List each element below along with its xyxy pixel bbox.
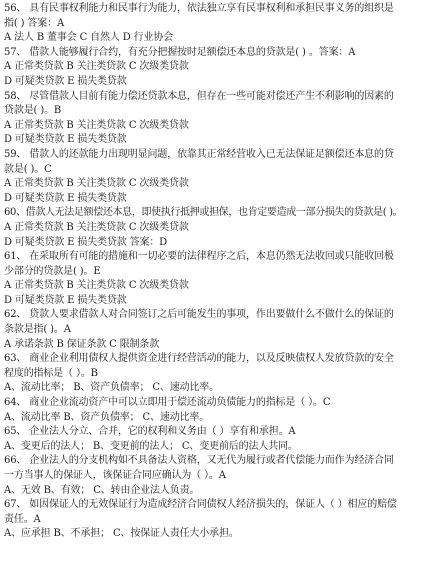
text-line: A 正常类贷款 B 关注类贷款 C 次级类贷款: [4, 61, 189, 73]
text-line: 责任。A: [4, 513, 41, 525]
text-line: D 可疑类贷款 E 损失类贷款: [4, 192, 127, 204]
text-line: 64、 商业企业流动资产中可以立即用于偿还流动负债能力的指标是（ ）。C: [4, 397, 331, 409]
text-line: D 可疑类贷款 E 损失类贷款: [4, 75, 127, 87]
text-line: D 可疑类贷款 E 损失类贷款: [4, 294, 127, 306]
text-line: 一方当事人的保证人，该保证合同应确认为（ ）。A: [4, 470, 226, 481]
text-line: 程度的指标是（ ）。B: [4, 367, 98, 379]
text-line: 62、 贷款人要求借款人对合同签订之后可能发生的事项，作出要做什么不做什么的保证的: [4, 309, 394, 321]
text-line: 款是( )。C: [4, 163, 52, 175]
text-line: 66、 企业法人的分支机构如不具备法人资格，又无代为履行或者代偿能力而作为经济合同: [4, 455, 394, 467]
text-line: A 正常类贷款 B 关注类贷款 C 次级类贷款: [4, 221, 189, 233]
text-line: 65、 企业法人分立、合并，它的权利和义务由（ ）享有和承担。A: [4, 426, 296, 438]
text-line: A 法人 B 董事会 C 自然人 D 行业协会: [4, 32, 174, 44]
text-line: 56、 具有民事权利能力和民事行为能力，依法独立享有民事权利和承担民事义务的组织是: [4, 3, 394, 14]
text-line: A、变更后的法人； B、变更前的法人； C、变更前后的法人共同。: [4, 440, 298, 452]
text-line: 63、 商业企业利用债权人提供资金进行经营活动的能力，以及反映债权人发放贷款的安全: [4, 353, 394, 365]
text-line: 59、 借款人的还款能力出现明显问题，依靠其正常经营收入已无法保证足额偿还本息的贷: [4, 148, 394, 160]
text-line: A、流动比率 B、资产负债率； C、速动比率。: [4, 411, 210, 423]
text-line: A 正常类贷款 B 关注类贷款 C 次级类贷款: [4, 178, 189, 190]
text-line: 58、 尽管借款人目前有能力偿还贷款本息，但存在一些可能对偿还产生不利影响的因素的: [4, 90, 394, 102]
text-line: A 正常类贷款 B 关注类贷款 C 次级类贷款: [4, 119, 189, 131]
text-line: 贷款是( )。B: [4, 105, 62, 117]
text-line: 少部分的贷款是( )。E: [4, 265, 101, 277]
text-line: 条款是指( )。A: [4, 324, 71, 336]
text-line: 指( ) 答案：A: [4, 17, 65, 29]
text-line: A、应承担 B、不承担； C、按保证人责任大小承担。: [4, 528, 239, 540]
text-line: 67、 如因保证人的无效保证行为造成经济合同债权人经济损失的，保证人（ ）相应的赔偿: [4, 499, 397, 511]
text-line: A 承诺条款 B 保证条款 C 限制条款: [4, 338, 160, 350]
text-line: A、无效 B、有效； C、转由企业法人负责。: [4, 484, 200, 496]
text-line: 60、借款人无法足额偿还本息，即使执行抵押或担保，也肯定要造成一部分损失的贷款是( )。: [4, 207, 403, 219]
text-line: D 可疑类贷款 E 损失类贷款 答案：D: [4, 236, 168, 248]
text-line: 61、 在采取所有可能的措施和一切必要的法律程序之后，本息仍然无法收回或只能收回极: [4, 251, 394, 263]
text-line: A 正常类贷款 B 关注类贷款 C 次级类贷款: [4, 280, 189, 292]
text-line: D 可疑类贷款 E 损失类贷款: [4, 134, 127, 146]
text-line: A、流动比率； B、资产负债率； C、速动比率。: [4, 382, 219, 394]
text-line: 57、 借款人能够履行合约，有充分把握按时足额偿还本息的贷款是( ) 。答案：A: [4, 46, 356, 58]
